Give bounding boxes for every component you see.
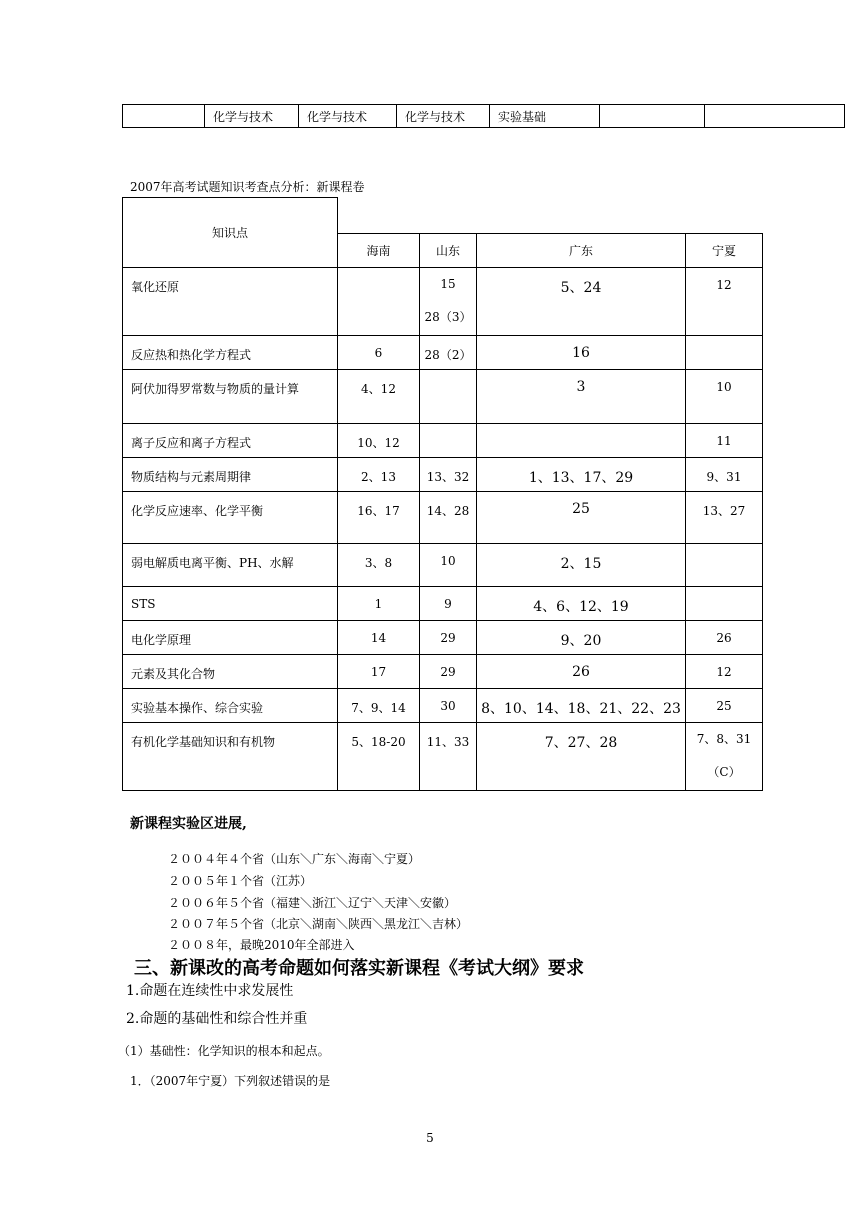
knowledge-point-table bbox=[122, 197, 763, 791]
cell-guangdong: 25 bbox=[477, 492, 686, 544]
cell-hainan: 5、18-20 bbox=[338, 723, 420, 791]
progress-item: ２００５年１个省（江苏） bbox=[168, 874, 313, 888]
cell-shandong bbox=[420, 424, 477, 458]
cell-guangdong bbox=[477, 424, 686, 458]
top-partial-table bbox=[122, 104, 845, 128]
table-row bbox=[123, 587, 763, 621]
cell-shandong: 9 bbox=[420, 587, 477, 621]
row-label: 离子反应和离子方程式 bbox=[123, 424, 338, 458]
header-guangdong: 广东 bbox=[477, 234, 686, 268]
cell-line: 28（3） bbox=[424, 310, 472, 324]
table-row bbox=[123, 268, 763, 336]
cell-guangdong: 9、20 bbox=[477, 621, 686, 655]
point-2: 2.命题的基础性和综合性并重 bbox=[126, 1011, 308, 1027]
page-number: 5 bbox=[426, 1131, 434, 1145]
row-label: 物质结构与元素周期律 bbox=[123, 458, 338, 492]
cell-shandong: 29 bbox=[420, 621, 477, 655]
cell-hainan: 1 bbox=[338, 587, 420, 621]
progress-item: ２００４年４个省（山东＼广东＼海南＼宁夏） bbox=[168, 852, 421, 866]
row-label: 电化学原理 bbox=[123, 621, 338, 655]
cell-hainan: 6 bbox=[338, 336, 420, 370]
cell-line: 15 bbox=[440, 277, 456, 291]
cell-guangdong: 7、27、28 bbox=[477, 723, 686, 791]
point-1: 1.命题在连续性中求发展性 bbox=[126, 983, 294, 999]
header-hainan: 海南 bbox=[338, 234, 420, 268]
row-label: 反应热和热化学方程式 bbox=[123, 336, 338, 370]
table-row bbox=[123, 621, 763, 655]
cell-ningxia: 11 bbox=[686, 424, 763, 458]
cell-ningxia: 12 bbox=[686, 268, 763, 336]
table-row bbox=[123, 492, 763, 544]
cell-ningxia: 26 bbox=[686, 621, 763, 655]
cell-hainan bbox=[338, 268, 420, 336]
cell-guangdong: 26 bbox=[477, 655, 686, 689]
cell-shandong: 29 bbox=[420, 655, 477, 689]
section-title: 三、新课改的高考命题如何落实新课程《考试大纲》要求 bbox=[134, 958, 584, 979]
cell-ningxia: 10 bbox=[686, 370, 763, 424]
table-row bbox=[123, 424, 763, 458]
table-cell bbox=[600, 105, 705, 128]
cell-ningxia: 13、27 bbox=[686, 492, 763, 544]
table-row bbox=[123, 655, 763, 689]
cell-line: 7、8、31 bbox=[696, 732, 752, 746]
subpoint-1: （1）基础性：化学知识的根本和起点。 bbox=[118, 1044, 330, 1058]
cell-ningxia: 9、31 bbox=[686, 458, 763, 492]
cell-guangdong: 2、15 bbox=[477, 544, 686, 587]
cell-ningxia bbox=[686, 336, 763, 370]
cell-hainan: 14 bbox=[338, 621, 420, 655]
cell-shandong: 10 bbox=[420, 544, 477, 587]
table-header-row bbox=[123, 198, 763, 234]
row-label: 元素及其化合物 bbox=[123, 655, 338, 689]
header-ningxia: 宁夏 bbox=[686, 234, 763, 268]
cell-guangdong: 8、10、14、18、21、22、23 bbox=[477, 689, 686, 723]
cell-hainan: 2、13 bbox=[338, 458, 420, 492]
table-row bbox=[123, 689, 763, 723]
cell-guangdong: 4、6、12、19 bbox=[477, 587, 686, 621]
table-row bbox=[123, 105, 845, 128]
cell-guangdong: 16 bbox=[477, 336, 686, 370]
table-row bbox=[123, 723, 763, 791]
cell-ningxia: 25 bbox=[686, 689, 763, 723]
row-label: 阿伏加得罗常数与物质的量计算 bbox=[123, 370, 338, 424]
row-label: 有机化学基础知识和有机物 bbox=[123, 723, 338, 791]
cell-ningxia bbox=[686, 544, 763, 587]
cell-guangdong: 3 bbox=[477, 370, 686, 424]
header-knowledge-point: 知识点 bbox=[123, 198, 338, 268]
progress-heading: 新课程实验区进展, bbox=[130, 816, 247, 832]
table-cell bbox=[123, 105, 205, 128]
header-blank bbox=[338, 198, 763, 234]
progress-item: ２００６年５个省（福建＼浙江＼辽宁＼天津＼安徽） bbox=[168, 896, 457, 910]
table-caption: 2007年高考试题知识考查点分析：新课程卷 bbox=[130, 180, 365, 194]
table-cell bbox=[705, 105, 845, 128]
cell-ningxia: 12 bbox=[686, 655, 763, 689]
row-label: 化学反应速率、化学平衡 bbox=[123, 492, 338, 544]
cell-guangdong: 1、13、17、29 bbox=[477, 458, 686, 492]
row-label: 氧化还原 bbox=[123, 268, 338, 336]
table-row bbox=[123, 370, 763, 424]
cell-shandong: 28（2） bbox=[420, 336, 477, 370]
cell-hainan: 10、12 bbox=[338, 424, 420, 458]
cell-shandong: 11、33 bbox=[420, 723, 477, 791]
table-cell: 化学与技术 bbox=[299, 105, 397, 128]
cell-ningxia bbox=[686, 587, 763, 621]
row-label: 实验基本操作、综合实验 bbox=[123, 689, 338, 723]
cell-line: （C） bbox=[707, 765, 741, 779]
table-row bbox=[123, 336, 763, 370]
cell-hainan: 4、12 bbox=[338, 370, 420, 424]
cell-guangdong: 5、24 bbox=[477, 268, 686, 336]
row-label: 弱电解质电离平衡、PH、水解 bbox=[123, 544, 338, 587]
table-cell: 实验基础 bbox=[490, 105, 600, 128]
question-1: 1．（2007年宁夏）下列叙述错误的是 bbox=[130, 1074, 331, 1088]
progress-item: ２００８年，最晚2010年全部进入 bbox=[168, 938, 355, 952]
table-row bbox=[123, 458, 763, 492]
header-shandong: 山东 bbox=[420, 234, 477, 268]
cell-shandong: 30 bbox=[420, 689, 477, 723]
cell-hainan: 3、8 bbox=[338, 544, 420, 587]
cell-hainan: 16、17 bbox=[338, 492, 420, 544]
cell-shandong: 13、32 bbox=[420, 458, 477, 492]
cell-ningxia bbox=[686, 723, 763, 791]
cell-shandong: 14、28 bbox=[420, 492, 477, 544]
cell-hainan: 7、9、14 bbox=[338, 689, 420, 723]
cell-shandong bbox=[420, 268, 477, 336]
cell-hainan: 17 bbox=[338, 655, 420, 689]
table-row bbox=[123, 544, 763, 587]
row-label: STS bbox=[123, 587, 338, 621]
cell-shandong bbox=[420, 370, 477, 424]
table-cell: 化学与技术 bbox=[205, 105, 299, 128]
progress-item: ２００７年５个省（北京＼湖南＼陕西＼黑龙江＼吉林） bbox=[168, 917, 469, 931]
table-cell: 化学与技术 bbox=[397, 105, 490, 128]
